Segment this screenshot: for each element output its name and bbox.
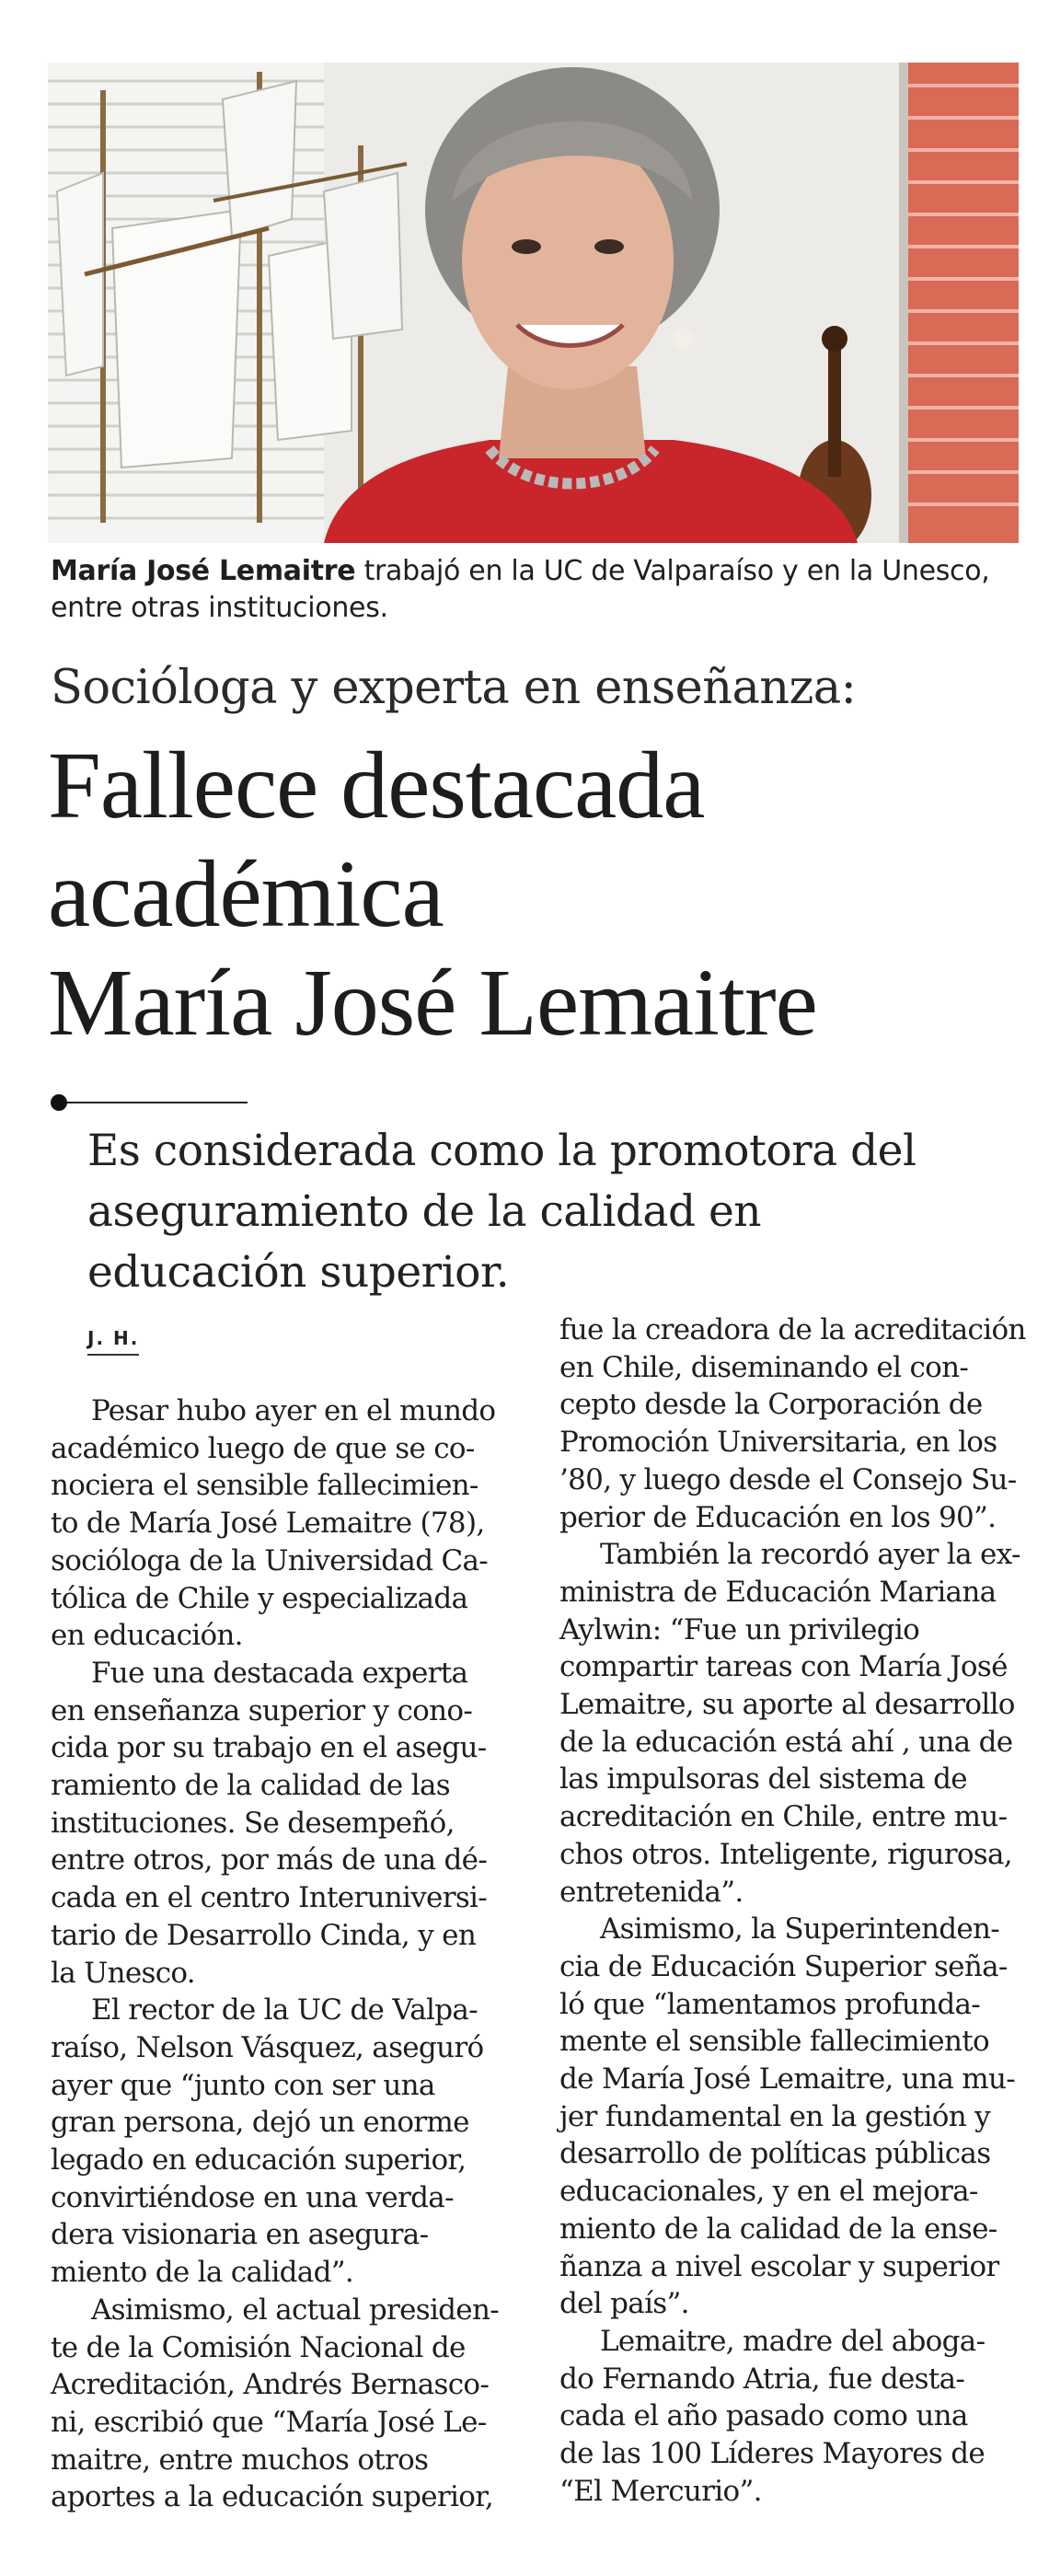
text-line: tario de Desarrollo Cinda, y en: [51, 1918, 477, 1952]
text-line: mente el sensible fallecimiento: [559, 2025, 989, 2059]
text-line: Lemaitre, su aporte al desarrollo: [559, 1688, 1015, 1722]
text-line: te de la Comisión Nacional de: [51, 2330, 466, 2364]
text-line: la Unesco.: [51, 1956, 195, 1990]
text-line: Promoción Universitaria, en los: [559, 1426, 997, 1460]
text-line: en educación.: [51, 1619, 243, 1653]
text-line: gran persona, dejó un enorme: [51, 2106, 469, 2140]
text-line: ’80, y luego desde el Consejo Su-: [559, 1462, 1017, 1496]
portrait-photo-illustration: [48, 63, 1019, 543]
divider-line: [59, 1102, 248, 1103]
text-line: desarrollo de políticas públicas: [559, 2137, 991, 2171]
text-line: convirtiéndose en una verda-: [51, 2180, 454, 2214]
text-line: ni, escribió que “María José Le-: [51, 2405, 487, 2439]
text-line: entretenida”.: [559, 1875, 744, 1909]
text-line: ló que “lamentamos profunda-: [559, 1987, 981, 2021]
text-line: to de María José Lemaitre (78),: [51, 1507, 485, 1541]
text-line: do Fernando Atria, fue desta-: [559, 2362, 965, 2396]
text-line: Acreditación, Andrés Bernasco-: [51, 2368, 490, 2402]
bullet-dot: [51, 1094, 67, 1111]
text-line: compartir tareas con María José: [559, 1650, 1008, 1684]
text-line: ministra de Educación Mariana: [559, 1575, 997, 1609]
text-line: Aylwin: “Fue un privilegio: [559, 1612, 920, 1646]
text-line: de la educación está ahí , una de: [559, 1725, 1013, 1759]
text-line: entre otros, por más de una dé-: [51, 1843, 488, 1877]
text-line: de las 100 Líderes Mayores de: [559, 2437, 986, 2471]
caption-name: María José Lemaitre: [51, 555, 356, 587]
text-line: ramiento de la calidad de las: [51, 1769, 450, 1803]
text-line: en enseñanza superior y cono-: [51, 1693, 473, 1727]
text-line: maitre, entre muchos otros: [51, 2443, 429, 2477]
text-line: cada en el centro Interuniversi-: [51, 1881, 488, 1915]
text-line: cepto desde la Corporación de: [559, 1388, 983, 1422]
article-photo: [48, 63, 1019, 543]
text-line: tólica de Chile y especializada: [51, 1581, 468, 1615]
text-line: Asimismo, la Superintenden-: [600, 1912, 1000, 1946]
text-line: dera visionaria en asegura-: [51, 2218, 429, 2252]
text-line: jer fundamental en la gestión y: [559, 2099, 990, 2133]
kicker: Socióloga y experta en enseñanza:: [51, 661, 857, 715]
text-line: en Chile, diseminando el con-: [559, 1350, 969, 1384]
text-line: fue la creadora de la acreditación: [559, 1313, 1026, 1346]
text-line: miento de la calidad”.: [51, 2256, 354, 2290]
text-line: acreditación en Chile, entre mu-: [559, 1800, 1008, 1834]
headline-line-1: Fallece destacada: [48, 733, 705, 838]
text-line: nociera el sensible fallecimien-: [51, 1469, 478, 1503]
text-line: Pesar hubo ayer en el mundo: [91, 1394, 496, 1427]
article-column-right: [559, 1311, 1024, 2511]
headline-line-2: académica: [48, 841, 444, 947]
text-line: socióloga de la Universidad Ca-: [51, 1543, 489, 1577]
text-line: chos otros. Inteligente, rigurosa,: [559, 1837, 1012, 1871]
text-line: ñanza a nivel escolar y superior: [559, 2249, 999, 2283]
text-line: instituciones. Se desempeñó,: [51, 1806, 455, 1840]
text-line: las impulsoras del sistema de: [559, 1762, 967, 1796]
text-line: cada el año pasado como una: [559, 2399, 968, 2433]
headline: [48, 732, 1023, 1057]
text-line: cia de Educación Superior seña-: [559, 1949, 1008, 1983]
text-line: educacionales, y en el mejora-: [559, 2175, 978, 2209]
text-line: perior de Educación en los 90”.: [559, 1500, 997, 1534]
text-line: del país”.: [559, 2287, 689, 2321]
text-line: legado en educación superior,: [51, 2143, 467, 2177]
text-line: El rector de la UC de Valpa-: [91, 1993, 478, 2027]
caption-text: trabajó en la UC de Valparaíso y en la Unesco,: [355, 555, 990, 587]
window-blinds-right: [899, 63, 1019, 543]
subhead-line-3: educación superior.: [87, 1247, 510, 1298]
text-line: Fue una destacada experta: [91, 1656, 468, 1690]
text-line: raíso, Nelson Vásquez, aseguró: [51, 2030, 484, 2064]
text-line: ayer que “junto con ser una: [51, 2068, 435, 2102]
text-line: “El Mercurio”.: [559, 2474, 762, 2508]
caption-text-line2: entre otras instituciones.: [51, 592, 388, 624]
subhead-line-1: Es considerada como la promotora del: [87, 1126, 916, 1176]
text-line: miento de la calidad de la ense-: [559, 2212, 997, 2246]
byline: J. H.: [87, 1325, 139, 1356]
photo-caption: [51, 553, 1021, 627]
subheadline: [87, 1121, 1017, 1303]
text-line: académico luego de que se co-: [51, 1431, 475, 1465]
text-line: Asimismo, el actual presiden-: [91, 2293, 499, 2327]
text-line: de María José Lemaitre, una mu-: [559, 2062, 1015, 2097]
text-line: También la recordó ayer la ex-: [600, 1538, 1020, 1572]
text-line: cida por su trabajo en el asegu-: [51, 1731, 487, 1765]
headline-line-3: María José Lemaitre: [48, 950, 817, 1056]
text-line: Lemaitre, madre del aboga-: [600, 2324, 986, 2358]
subhead-line-2: aseguramiento de la calidad en: [87, 1186, 762, 1237]
article-column-left: [51, 1392, 515, 2516]
text-line: aportes a la educación superior,: [51, 2480, 494, 2514]
